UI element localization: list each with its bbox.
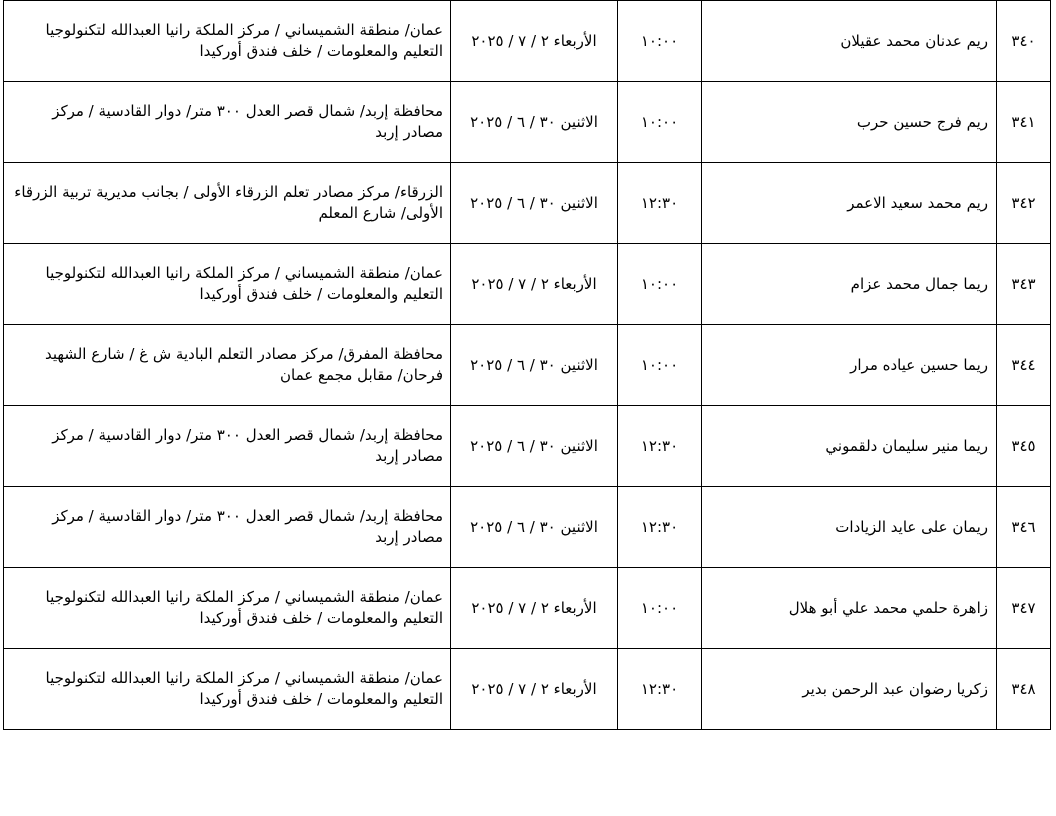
schedule-table — [3, 0, 1051, 730]
date-cell: الاثنين ٣٠ / ٦ / ٢٠٢٥ — [451, 487, 618, 568]
row-number-cell: ٣٤٨ — [997, 649, 1051, 730]
location-text: عمان/ منطقة الشميساني / مركز الملكة رانيا العبدالله لتكنولوجيا التعليم والمعلومات / خلف فندق أوركيدا — [45, 588, 443, 627]
location-text: محافظة المفرق/ مركز مصادر التعلم البادية ش غ / شارع الشهيد فرحان/ مقابل مجمع عمان — [45, 345, 443, 384]
time-cell: ١٠:٠٠ — [618, 244, 702, 325]
person-name-cell: ريما حسين عياده مرار — [702, 325, 997, 406]
date-cell: الأربعاء ٢ / ٧ / ٢٠٢٥ — [451, 244, 618, 325]
row-number-cell: ٣٤٧ — [997, 568, 1051, 649]
date-cell: الاثنين ٣٠ / ٦ / ٢٠٢٥ — [451, 82, 618, 163]
time-cell: ١٢:٣٠ — [618, 406, 702, 487]
time-cell: ١٢:٣٠ — [618, 163, 702, 244]
location-cell — [4, 325, 451, 406]
time-cell: ١٢:٣٠ — [618, 487, 702, 568]
person-name-cell: ريم محمد سعيد الاعمر — [702, 163, 997, 244]
time-cell: ١٠:٠٠ — [618, 1, 702, 82]
location-cell — [4, 82, 451, 163]
location-text: عمان/ منطقة الشميساني / مركز الملكة رانيا العبدالله لتكنولوجيا التعليم والمعلومات / خلف فندق أوركيدا — [45, 21, 443, 60]
location-cell — [4, 1, 451, 82]
person-name-cell: ريمان على عايد الزيادات — [702, 487, 997, 568]
row-number-cell: ٣٤٣ — [997, 244, 1051, 325]
table-row — [4, 568, 1051, 649]
schedule-table-body — [4, 1, 1051, 730]
date-cell: الاثنين ٣٠ / ٦ / ٢٠٢٥ — [451, 163, 618, 244]
table-row — [4, 649, 1051, 730]
location-cell — [4, 649, 451, 730]
date-cell: الأربعاء ٢ / ٧ / ٢٠٢٥ — [451, 568, 618, 649]
date-cell: الأربعاء ٢ / ٧ / ٢٠٢٥ — [451, 1, 618, 82]
row-number-cell: ٣٤٥ — [997, 406, 1051, 487]
location-text: محافظة إربد/ شمال قصر العدل ٣٠٠ متر/ دوار القادسية / مركز مصادر إربد — [52, 102, 443, 141]
table-row — [4, 406, 1051, 487]
location-cell — [4, 163, 451, 244]
time-cell: ١٢:٣٠ — [618, 649, 702, 730]
time-cell: ١٠:٠٠ — [618, 82, 702, 163]
location-text: عمان/ منطقة الشميساني / مركز الملكة رانيا العبدالله لتكنولوجيا التعليم والمعلومات / خلف فندق أوركيدا — [45, 264, 443, 303]
table-row — [4, 487, 1051, 568]
table-row — [4, 82, 1051, 163]
date-cell: الاثنين ٣٠ / ٦ / ٢٠٢٥ — [451, 325, 618, 406]
row-number-cell: ٣٤٦ — [997, 487, 1051, 568]
row-number-cell: ٣٤٤ — [997, 325, 1051, 406]
location-cell — [4, 406, 451, 487]
person-name-cell: زاهرة حلمي محمد علي أبو هلال — [702, 568, 997, 649]
person-name-cell: زكريا رضوان عبد الرحمن بدير — [702, 649, 997, 730]
table-row — [4, 1, 1051, 82]
location-text: محافظة إربد/ شمال قصر العدل ٣٠٠ متر/ دوار القادسية / مركز مصادر إربد — [52, 507, 443, 546]
person-name-cell: ريم فرج حسين حرب — [702, 82, 997, 163]
location-cell — [4, 244, 451, 325]
person-name-cell: ريما منير سليمان دلقموني — [702, 406, 997, 487]
row-number-cell: ٣٤٢ — [997, 163, 1051, 244]
table-row — [4, 244, 1051, 325]
location-text: عمان/ منطقة الشميساني / مركز الملكة رانيا العبدالله لتكنولوجيا التعليم والمعلومات / خلف فندق أوركيدا — [45, 669, 443, 708]
row-number-cell: ٣٤٠ — [997, 1, 1051, 82]
location-cell — [4, 487, 451, 568]
person-name-cell: ريم عدنان محمد عقيلان — [702, 1, 997, 82]
table-row — [4, 325, 1051, 406]
location-text: محافظة إربد/ شمال قصر العدل ٣٠٠ متر/ دوار القادسية / مركز مصادر إربد — [52, 426, 443, 465]
location-cell — [4, 568, 451, 649]
time-cell: ١٠:٠٠ — [618, 568, 702, 649]
row-number-cell: ٣٤١ — [997, 82, 1051, 163]
table-row — [4, 163, 1051, 244]
person-name-cell: ريما جمال محمد عزام — [702, 244, 997, 325]
location-text: الزرقاء/ مركز مصادر تعلم الزرقاء الأولى / بجانب مديرية تربية الزرقاء الأولى/ شارع المعلم — [14, 183, 443, 222]
date-cell: الاثنين ٣٠ / ٦ / ٢٠٢٥ — [451, 406, 618, 487]
date-cell: الأربعاء ٢ / ٧ / ٢٠٢٥ — [451, 649, 618, 730]
time-cell: ١٠:٠٠ — [618, 325, 702, 406]
